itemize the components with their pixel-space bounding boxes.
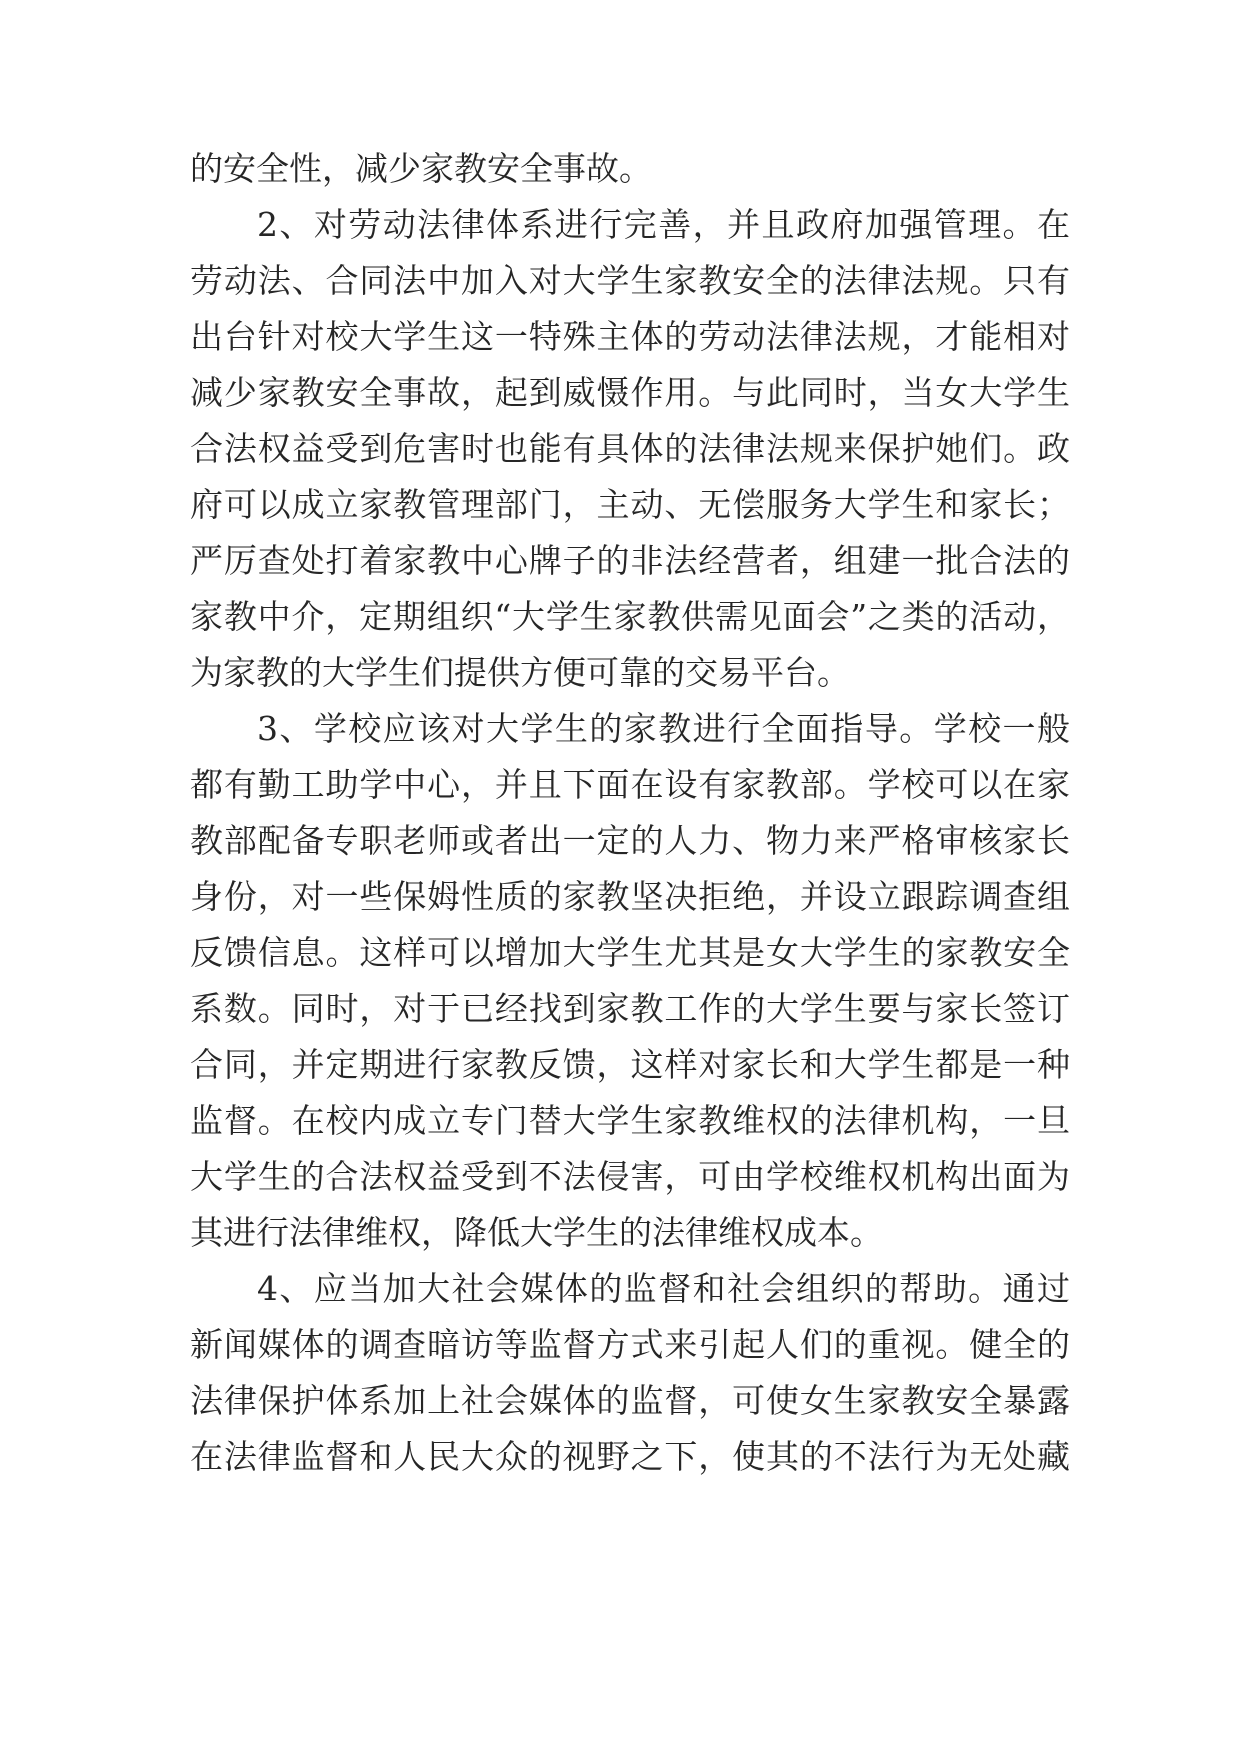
text-line: 出台针对校大学生这一特殊主体的劳动法律法规，才能相对 (190, 317, 1070, 356)
text-line: 的安全性，减少家教安全事故。 (190, 149, 652, 188)
paragraph-4-first-line: 4、应当加大社会媒体的监督和社会组织的帮助。通过 (257, 1269, 1070, 1308)
text-line: 府可以成立家教管理部门，主动、无偿服务大学生和家长； (190, 485, 1070, 524)
paragraph-2-first-line: 2、对劳动法律体系进行完善，并且政府加强管理。在 (257, 205, 1070, 244)
text-line: 系数。同时，对于已经找到家教工作的大学生要与家长签订 (190, 989, 1070, 1028)
text-line: 都有勤工助学中心，并且下面在设有家教部。学校可以在家 (190, 765, 1070, 804)
text-line: 教部配备专职老师或者出一定的人力、物力来严格审核家长 (190, 821, 1070, 860)
text-line: 劳动法、合同法中加入对大学生家教安全的法律法规。只有 (190, 261, 1070, 300)
text-line: 为家教的大学生们提供方便可靠的交易平台。 (190, 653, 850, 692)
text-line: 身份，对一些保姆性质的家教坚决拒绝，并设立跟踪调查组 (190, 877, 1070, 916)
text-line: 合同，并定期进行家教反馈，这样对家长和大学生都是一种 (190, 1045, 1070, 1084)
paragraph-3-first-line: 3、学校应该对大学生的家教进行全面指导。学校一般 (257, 709, 1070, 748)
text-line: 大学生的合法权益受到不法侵害，可由学校维权机构出面为 (190, 1157, 1070, 1196)
text-line: 合法权益受到危害时也能有具体的法律法规来保护她们。政 (190, 429, 1070, 468)
text-line: 法律保护体系加上社会媒体的监督，可使女生家教安全暴露 (190, 1381, 1070, 1420)
text-line: 其进行法律维权，降低大学生的法律维权成本。 (190, 1213, 883, 1252)
text-line: 在法律监督和人民大众的视野之下，使其的不法行为无处藏 (190, 1437, 1070, 1476)
text-line: 监督。在校内成立专门替大学生家教维权的法律机构，一旦 (190, 1101, 1070, 1140)
text-line: 严厉查处打着家教中心牌子的非法经营者，组建一批合法的 (190, 541, 1070, 580)
text-line: 减少家教安全事故，起到威慑作用。与此同时，当女大学生 (190, 373, 1070, 412)
text-line: 新闻媒体的调查暗访等监督方式来引起人们的重视。健全的 (190, 1325, 1070, 1364)
text-line: 反馈信息。这样可以增加大学生尤其是女大学生的家教安全 (190, 933, 1070, 972)
text-line: 家教中介，定期组织“大学生家教供需见面会”之类的活动， (190, 597, 1070, 636)
